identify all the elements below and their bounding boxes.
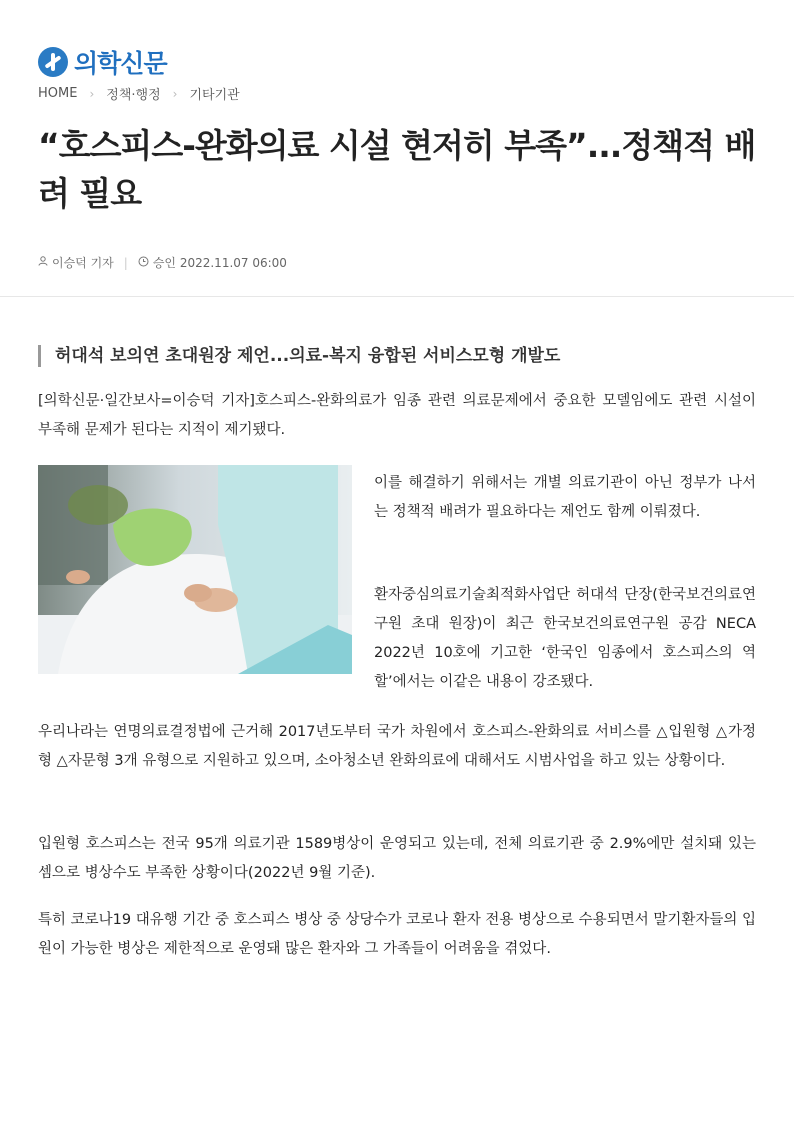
article-photo	[38, 465, 352, 674]
article-paragraph: [의학신문·일간보사=이승덕 기자]호스피스-완화의료가 임종 관련 의료문제에서 중요한 모델임에도 관련 시설이 부족해 문제가 된다는 지적이 제기됐다.	[38, 393, 756, 438]
breadcrumb-home[interactable]: HOME	[38, 86, 78, 101]
chevron-right-icon: ›	[172, 86, 178, 101]
article-date: 승인 2022.11.07 06:00	[152, 256, 287, 270]
meta-divider: |	[123, 255, 128, 270]
chevron-right-icon: ›	[89, 86, 95, 101]
site-logo[interactable]	[38, 44, 167, 80]
clock-icon	[138, 256, 149, 270]
article-paragraph: 환자중심의료기술최적화사업단 허대석 단장(한국보건의료연구원 초대 원장)이 최근 한국보건의료연구원 공감 NECA 2022년 10호에 기고한 ‘한국인 임종에서 호스피스의 역할’에서는 이같은 내용이 강조됐다.	[374, 587, 756, 690]
header-divider	[0, 296, 794, 297]
article-paragraph: 우리나라는 연명의료결정법에 근거해 2017년도부터 국가 차원에서 호스피스-완화의료 서비스를 △입원형 △가정형 △자문형 3개 유형으로 지원하고 있으며, 소아청소년 완화의료에 대해서도 시범사업을 하고 있는 상황이다.	[38, 724, 756, 769]
article-paragraph: 특히 코로나19 대유행 기간 중 호스피스 병상 중 상당수가 코로나 환자 전용 병상으로 수용되면서 말기환자들의 입원이 가능한 병상은 제한적으로 운영돼 많은 환자와 그 가족들이 어려움을 겪었다.	[38, 912, 756, 957]
article-paragraph: 입원형 호스피스는 전국 95개 의료기관 1589병상이 운영되고 있는데, 전체 의료기관 중 2.9%에만 설치돼 있는 셈으로 병상수도 부족한 상황이다(2022년 9월 기준).	[38, 836, 756, 881]
article-subheading: 허대석 보의연 초대원장 제언...의료-복지 융합된 서비스모형 개발도	[38, 345, 560, 367]
person-icon	[38, 256, 48, 269]
article-meta	[38, 254, 287, 271]
breadcrumb-section[interactable]: 정책·행정	[106, 88, 161, 103]
breadcrumb	[38, 84, 240, 103]
article-author[interactable]: 이승덕 기자	[52, 256, 114, 270]
logo-emblem-icon	[38, 47, 68, 77]
breadcrumb-subsection[interactable]: 기타기관	[189, 88, 240, 103]
logo-text: 의학신문	[74, 49, 167, 78]
article-headline: “호스피스-완화의료 시설 현저히 부족”...정책적 배려 필요	[38, 126, 756, 213]
article-paragraph: 이를 해결하기 위해서는 개별 의료기관이 아닌 정부가 나서는 정책적 배려가 필요하다는 제언도 함께 이뤄졌다.	[374, 475, 756, 520]
